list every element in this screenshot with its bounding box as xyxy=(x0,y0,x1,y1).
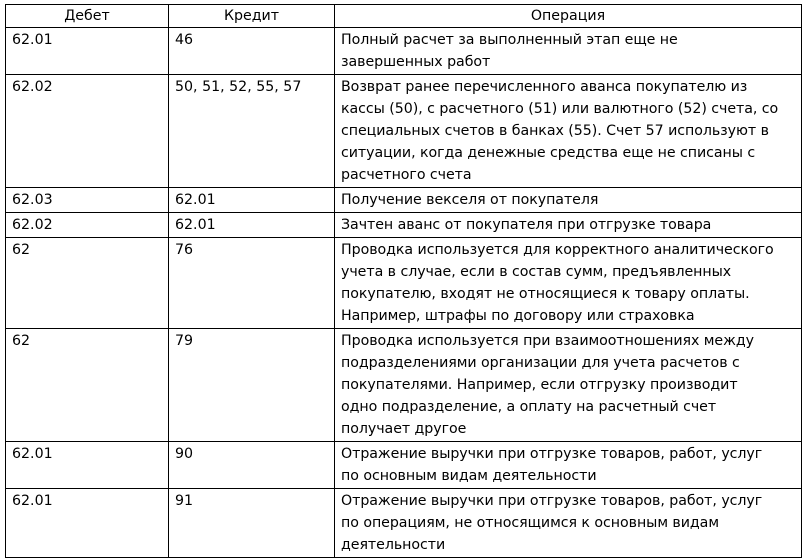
table-body xyxy=(6,28,802,558)
cell-operation: Проводка используется для корректного аналитического учета в случае, если в состав сумм, предъявленных покупателю, входят не относящиеся к товару оплаты. Например, штрафы по договору или страховка xyxy=(335,238,802,329)
cell-credit: 90 xyxy=(169,442,335,489)
cell-credit: 79 xyxy=(169,329,335,442)
cell-credit: 76 xyxy=(169,238,335,329)
table-row xyxy=(6,442,802,489)
header-operation: Операция xyxy=(335,5,802,28)
cell-debit: 62.03 xyxy=(6,188,169,213)
table-row xyxy=(6,188,802,213)
cell-debit: 62.02 xyxy=(6,213,169,238)
cell-operation: Возврат ранее перечисленного аванса покупателю из кассы (50), с расчетного (51) или валютного (52) счета, со специальных счетов в банках (55). Счет 57 используют в ситуации, когда денежные средства еще не списаны с расчетного счета xyxy=(335,75,802,188)
cell-debit: 62.01 xyxy=(6,28,169,75)
cell-credit: 62.01 xyxy=(169,213,335,238)
header-debit: Дебет xyxy=(6,5,169,28)
table-header xyxy=(6,5,802,28)
table-row xyxy=(6,329,802,442)
table-row xyxy=(6,213,802,238)
table-row xyxy=(6,238,802,329)
cell-credit: 91 xyxy=(169,489,335,558)
cell-credit: 50, 51, 52, 55, 57 xyxy=(169,75,335,188)
table-row xyxy=(6,75,802,188)
cell-operation: Полный расчет за выполненный этап еще не завершенных работ xyxy=(335,28,802,75)
cell-debit: 62.01 xyxy=(6,442,169,489)
cell-credit: 46 xyxy=(169,28,335,75)
table-row xyxy=(6,489,802,558)
cell-operation: Отражение выручки при отгрузке товаров, работ, услуг по основным видам деятельности xyxy=(335,442,802,489)
cell-credit: 62.01 xyxy=(169,188,335,213)
cell-debit: 62.01 xyxy=(6,489,169,558)
header-row xyxy=(6,5,802,28)
ledger-table xyxy=(5,4,802,558)
cell-debit: 62 xyxy=(6,329,169,442)
cell-operation: Зачтен аванс от покупателя при отгрузке товара xyxy=(335,213,802,238)
header-credit: Кредит xyxy=(169,5,335,28)
cell-operation: Отражение выручки при отгрузке товаров, работ, услуг по операциям, не относящимся к основным видам деятельности xyxy=(335,489,802,558)
cell-operation: Получение векселя от покупателя xyxy=(335,188,802,213)
table-row xyxy=(6,28,802,75)
cell-debit: 62 xyxy=(6,238,169,329)
cell-operation: Проводка используется при взаимоотношениях между подразделениями организации для учета расчетов с покупателями. Например, если отгрузку производит одно подразделение, а оплату на расчетный счет получает другое xyxy=(335,329,802,442)
cell-debit: 62.02 xyxy=(6,75,169,188)
